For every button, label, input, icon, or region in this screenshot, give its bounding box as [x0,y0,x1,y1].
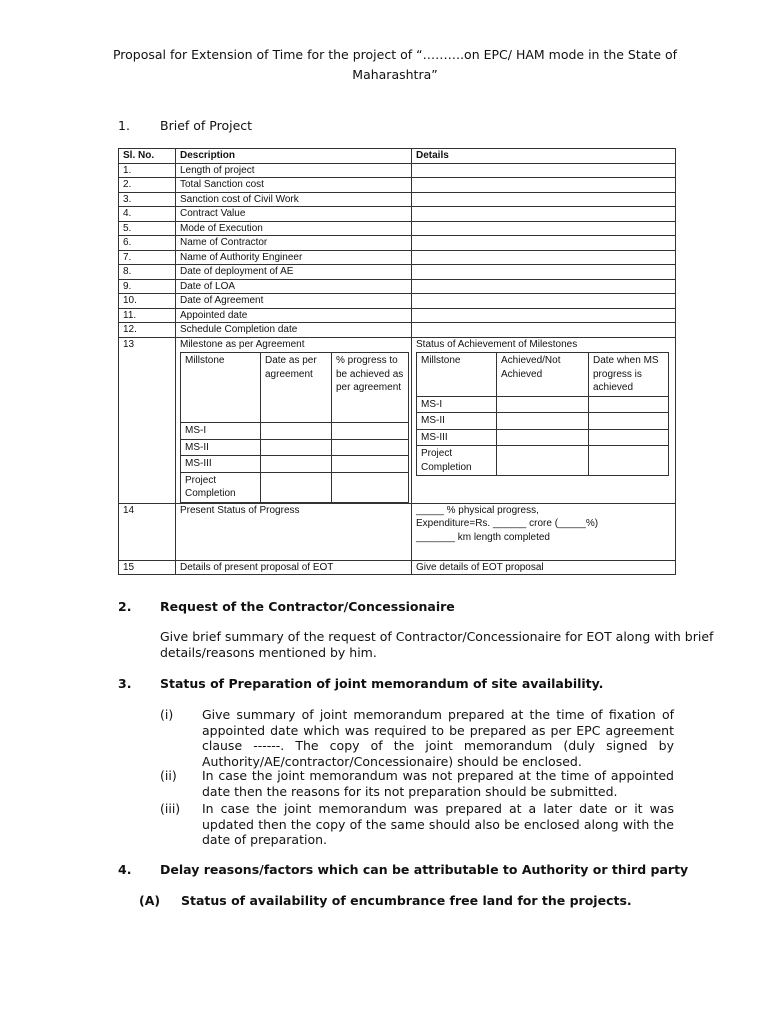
inner-row [181,456,409,473]
progress-details [412,503,676,560]
table-row [119,178,676,193]
table-row [119,308,676,323]
item-iii-text: In case the joint memorandum was prepared at a later date or it was updated then the copy of the same should also be enclosed along with the date of preparation. [202,801,674,847]
table-row [119,560,676,575]
milestone-label: MS-I [181,423,261,440]
inner-header-date: Date as per agreement [261,353,332,423]
milestones-agreement-cell [176,337,412,503]
milestone-label: Project Completion [181,472,261,502]
table-row-progress [119,503,676,560]
row-description: Length of project [176,163,412,178]
row-details [412,279,676,294]
title-line-1: Proposal for Extension of Time for the project of “……….on EPC/ HAM mode in the State of [112,47,678,62]
progress-description: Present Status of Progress [176,503,412,560]
milestones-status-table [416,352,669,476]
row-number: 10. [119,294,176,309]
inner-row [417,413,669,430]
table-row [119,207,676,222]
row-details [412,323,676,338]
section-2-number: 2. [118,599,132,614]
progress-expenditure: Expenditure=Rs. ______ crore (_____%) [416,518,599,529]
table-row [119,163,676,178]
inner-header-progress: % progress to be achieved as per agreement [332,353,409,423]
row-details [412,178,676,193]
table-row [119,294,676,309]
inner-cell [497,396,589,413]
milestone-label: MS-II [417,413,497,430]
inner-row [181,439,409,456]
row-number: 9. [119,279,176,294]
row-details [412,294,676,309]
row-details: Give details of EOT proposal [412,560,676,575]
row-details [412,308,676,323]
section-3-title: Status of Preparation of joint memorandum of site availability. [160,676,604,691]
inner-cell [332,472,409,502]
inner-cell [332,456,409,473]
header-sl-no: Sl. No. [119,149,176,164]
row-number: 12. [119,323,176,338]
table-header-row [119,149,676,164]
row-details [412,236,676,251]
inner-cell [332,423,409,440]
milestone-label: Project Completion [417,446,497,476]
milestone-label: MS-I [417,396,497,413]
subsection-a-title: Status of availability of encumbrance free land for the projects. [181,893,632,908]
row-description: Name of Authority Engineer [176,250,412,265]
item-i-text: Give summary of joint memorandum prepared at the time of fixation of appointed date which was required to be prepared as per EPC agreement clause ------. The copy of the joint memorandum (duly signed by Authority/AE/contractor/Concessionaire) should be enclosed. [202,707,674,769]
header-details: Details [412,149,676,164]
milestones-status-cell [412,337,676,503]
milestones-status-title: Status of Achievement of Milestones [416,338,578,350]
inner-cell [497,413,589,430]
row-number: 7. [119,250,176,265]
inner-cell [589,429,669,446]
inner-cell [497,446,589,476]
row-description: Sanction cost of Civil Work [176,192,412,207]
row-description: Appointed date [176,308,412,323]
inner-row [181,472,409,502]
page-title [110,45,680,85]
table-row [119,221,676,236]
item-iii-label: (iii) [160,801,181,816]
row-description: Schedule Completion date [176,323,412,338]
table-row-milestones [119,337,676,503]
section-2-body [160,629,714,661]
inner-cell [261,456,332,473]
row-number: 6. [119,236,176,251]
table-row [119,192,676,207]
subsection-a-label: (A) [139,893,161,908]
row-number: 4. [119,207,176,222]
milestone-label: MS-III [181,456,261,473]
progress-physical: _____ % physical progress, [416,504,539,516]
status-header-milestone: Millstone [417,353,497,397]
row-details [412,207,676,222]
progress-km-length: _______ km length completed [416,531,550,543]
row-description: Mode of Execution [176,221,412,236]
section-1-title: Brief of Project [160,118,253,133]
row-description: Date of Agreement [176,294,412,309]
row-details [412,221,676,236]
inner-row [417,446,669,476]
inner-cell [261,439,332,456]
inner-row [417,396,669,413]
row-number: 2. [119,178,176,193]
row-number: 5. [119,221,176,236]
inner-row [181,423,409,440]
inner-header-row [181,353,409,423]
item-i-label: (i) [160,707,174,722]
row-number: 15 [119,560,176,575]
row-details [412,192,676,207]
inner-cell [497,429,589,446]
inner-cell [332,439,409,456]
table-row [119,279,676,294]
row-description: Total Sanction cost [176,178,412,193]
row-number: 14 [119,503,176,560]
inner-cell [589,413,669,430]
row-number: 8. [119,265,176,280]
item-ii-text: In case the joint memorandum was not prepared at the time of appointed date then the reasons for its not preparation should be submitted. [202,768,674,799]
row-description: Date of LOA [176,279,412,294]
section-2-line-1: Give brief summary of the request of Contractor/Concessionaire for EOT along with brief [160,629,714,644]
row-details [412,265,676,280]
inner-cell [261,423,332,440]
inner-header-milestone: Millstone [181,353,261,423]
table-row [119,265,676,280]
table-row [119,323,676,338]
row-details [412,250,676,265]
header-description: Description [176,149,412,164]
milestone-label: MS-III [417,429,497,446]
section-2-line-2: details/reasons mentioned by him. [160,645,377,660]
section-4-title: Delay reasons/factors which can be attributable to Authority or third party [160,862,689,877]
inner-header-row [417,353,669,397]
title-line-2: Maharashtra” [352,67,438,82]
row-description: Date of deployment of AE [176,265,412,280]
section-2-title: Request of the Contractor/Concessionaire [160,599,455,614]
milestones-agreement-table [180,352,409,503]
row-description: Contract Value [176,207,412,222]
item-ii-label: (ii) [160,768,177,783]
table-row [119,250,676,265]
section-4-number: 4. [118,862,132,877]
project-brief-table [118,148,676,575]
inner-row [417,429,669,446]
status-header-date: Date when MS progress is achieved [589,353,669,397]
inner-cell [261,472,332,502]
row-description: Details of present proposal of EOT [176,560,412,575]
inner-cell [589,396,669,413]
milestones-agreement-title: Milestone as per Agreement [180,338,305,350]
row-number: 11. [119,308,176,323]
table-row [119,236,676,251]
section-1-number: 1. [118,118,130,133]
row-description: Name of Contractor [176,236,412,251]
status-header-achieved: Achieved/Not Achieved [497,353,589,397]
row-number: 13 [119,337,176,503]
row-number: 3. [119,192,176,207]
row-details [412,163,676,178]
milestone-label: MS-II [181,439,261,456]
inner-cell [589,446,669,476]
section-3-number: 3. [118,676,132,691]
row-number: 1. [119,163,176,178]
